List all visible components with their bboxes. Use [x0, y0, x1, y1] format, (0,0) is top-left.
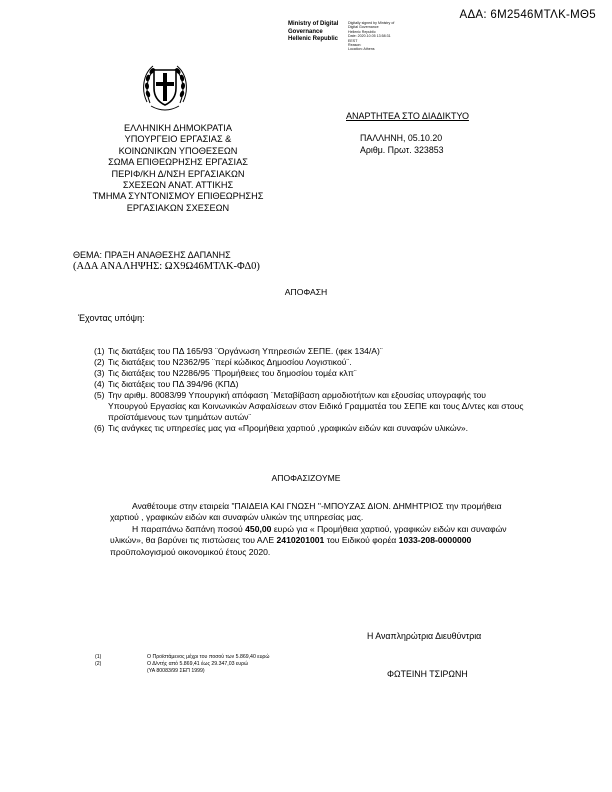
recital-item	[94, 346, 524, 357]
place-date: ΠΑΛΛΗΝΗ, 05.10.20	[360, 133, 443, 143]
expense-text: προϋπολογισμού οικονομικού έτους 2020.	[110, 546, 271, 557]
commitment-ada: (ΑΔΑ ΑΝΑΛΗΨΗΣ: ΩΧ9Ω46ΜΤΛΚ-Φ∆0)	[73, 261, 260, 272]
recital-number: (6)	[94, 423, 105, 433]
ale-code: 2410201001	[276, 535, 325, 546]
recital-number: (2)	[94, 357, 105, 367]
signature-detail-line: EEST	[348, 38, 358, 43]
expense-text: του Ειδικού φορέα	[324, 535, 399, 546]
protocol-number: Αριθμ. Πρωτ. 323853	[360, 144, 444, 155]
greek-coat-of-arms-icon	[143, 62, 187, 112]
recital-number: (1)	[94, 346, 105, 356]
issuer-line: ΥΠΟΥΡΓΕΙΟ ΕΡΓΑΣΙΑΣ &	[124, 134, 232, 145]
footnote-text: Ο Δ/ντής από 5.869,41 έως 29.347,03 ευρώ	[147, 661, 249, 668]
signer-role: Η Αναπληρώτρια Διευθύντρια	[367, 631, 482, 641]
ada-header: ΑΔΑ: 6Μ2546ΜΤΛΚ-ΜΘ5	[459, 9, 596, 21]
signature-detail-line: Digitally signed by Ministry of	[348, 21, 395, 25]
recitals-list	[94, 346, 524, 434]
recital-item	[94, 357, 524, 368]
footnote-marker: (2)	[95, 661, 102, 668]
special-body-code: 1033-208-0000000	[398, 535, 472, 546]
place-and-protocol	[360, 133, 444, 156]
digital-signature-details	[348, 21, 418, 52]
signature-detail-line: Digital Governance	[348, 25, 379, 30]
footnote-marker: (1)	[95, 654, 102, 660]
issuer-line: ΣΩΜΑ ΕΠΙΘΕΩΡΗΣΗΣ ΕΡΓΑΣΙΑΣ	[108, 157, 248, 168]
recitals-heading: Έχοντας υπόψη:	[78, 313, 145, 323]
recital-item	[94, 390, 524, 423]
decide-title: ΑΠΟΦΑΣΙΖΟΥΜΕ	[271, 473, 341, 483]
decision-title: ΑΠΟΦΑΣΗ	[284, 287, 328, 297]
signature-detail-line: Reason:	[348, 43, 362, 48]
subject-block	[73, 250, 260, 272]
recital-text: Τις διατάξεις του ΠΔ 394/96 (ΚΠΔ)	[108, 379, 239, 389]
expense-amount: 450,00	[245, 523, 272, 534]
issuing-authority	[78, 123, 278, 214]
publish-online-notice: ΑΝΑΡΤΗΤΕΑ ΣΤΟ ΔΙΑΔΙΚΤΥΟ	[346, 111, 469, 121]
signature-detail-line: Location: Athens	[348, 47, 375, 52]
signature-issuer-line: Governance	[288, 28, 323, 35]
recital-number: (5)	[94, 390, 105, 400]
recital-text: Τις διατάξεις του Ν2362/95 ¨περί κώδικος Δημοσίου Λογιστικού¨.	[108, 357, 352, 367]
recital-item	[94, 423, 524, 434]
issuer-line: ΕΡΓΑΣΙΑΚΩΝ ΣΧΕΣΕΩΝ	[126, 202, 230, 213]
subject-line: ΘΕΜΑ: ΠΡΑΞΗ ΑΝΑΘΕΣΗΣ ΔΑΠΑΝΗΣ	[73, 250, 231, 260]
issuer-line: ΚΟΙΝΩΝΙΚΩΝ ΥΠΟΘΕΣΕΩΝ	[118, 145, 238, 156]
assignment-paragraph: Αναθέτουμε στην εταιρεία "ΠΑΙΔΕΙΑ ΚΑΙ ΓΝΩΣΗ "-ΜΠΟΥΖΑΣ ΔΙΟΝ. ΔΗΜΗΤΡΙΟΣ την προμήθεια χαρτιού , γραφικών ειδών και συναφών υλικών της υπηρεσίας μας.	[110, 501, 502, 523]
expense-text: ευρώ για « Προμήθεια χαρτιού, γραφικών ειδών και συναφών υλικών», θα βαρύνει τις πιστώσεις του ΑΛΕ	[110, 523, 507, 546]
recital-text: Την αριθμ. 80083/99 Υπουργική απόφαση ¨Μεταβίβαση αρμοδιοτήτων και εξουσίας υπογραφής του Υπουργού Εργασίας και Κοινωνικών Ασφαλίσεων στον Ειδικό Γραμματέα του ΣΕΠΕ και τους Δ/ντες και στους προϊστάμενους των τμημάτων αυτών¨	[108, 390, 524, 422]
recital-text: Τις διατάξεις του ΠΔ 165/93 ¨Οργάνωση Υπηρεσιών ΣΕΠΕ. (φεκ 134/Α)¨	[108, 346, 383, 356]
signature-issuer-line: Hellenic Republic	[288, 36, 339, 42]
recital-text: Τις ανάγκες τις υπηρεσίες μας για «Προμήθεια χαρτιού ,γραφικών ειδών και συναφών υλικών».	[108, 423, 469, 433]
recital-number: (3)	[94, 368, 105, 378]
recital-item	[94, 379, 524, 390]
signature-detail-line: Date: 2020.10.05 13:58:31	[348, 34, 391, 39]
footnote	[95, 668, 269, 675]
expense-text: Η παραπάνω δαπάνη ποσού	[132, 523, 246, 534]
recital-number: (4)	[94, 379, 105, 389]
issuer-line: ΕΛΛΗΝΙΚΗ ΔΗΜΟΚΡΑΤΙΑ	[124, 123, 232, 133]
issuer-line: ΤΜΗΜΑ ΣΥΝΤΟΝΙΣΜΟΥ ΕΠΙΘΕΩΡΗΣΗΣ	[92, 191, 264, 202]
footnote	[95, 661, 269, 668]
issuer-line: ΠΕΡΙΦ/ΚΗ Δ/ΝΣΗ ΕΡΓΑΣΙΑΚΩΝ	[111, 168, 245, 179]
footnotes	[95, 654, 269, 676]
footnote-marker	[95, 668, 147, 675]
issuer-line: ΣΧΕΣΕΩΝ ΑΝΑΤ. ΑΤΤΙΚΗΣ	[122, 180, 234, 191]
decision-body	[110, 501, 508, 558]
signature-detail-line: Hellenic Republic	[348, 29, 376, 34]
footnote-text: Ο Προϊστάμενος μέχρι του ποσού των 5.869,40 ευρώ	[147, 654, 270, 660]
recital-text: Τις διατάξεις του Ν2286/95 ¨Προμήθειες του δημοσίου τομέα κλπ¨	[108, 368, 357, 378]
signature-issuer-line: Ministry of Digital	[288, 21, 339, 27]
digital-signature-issuer	[288, 21, 348, 44]
footnote-text: (ΥΑ 80083/99 ΣΕΠ 1999)	[147, 668, 205, 675]
recital-item	[94, 368, 524, 379]
signer-name: ΦΩΤΕΙΝΗ ΤΣΙΡΩΝΗ	[387, 669, 468, 679]
expense-paragraph	[110, 524, 508, 558]
